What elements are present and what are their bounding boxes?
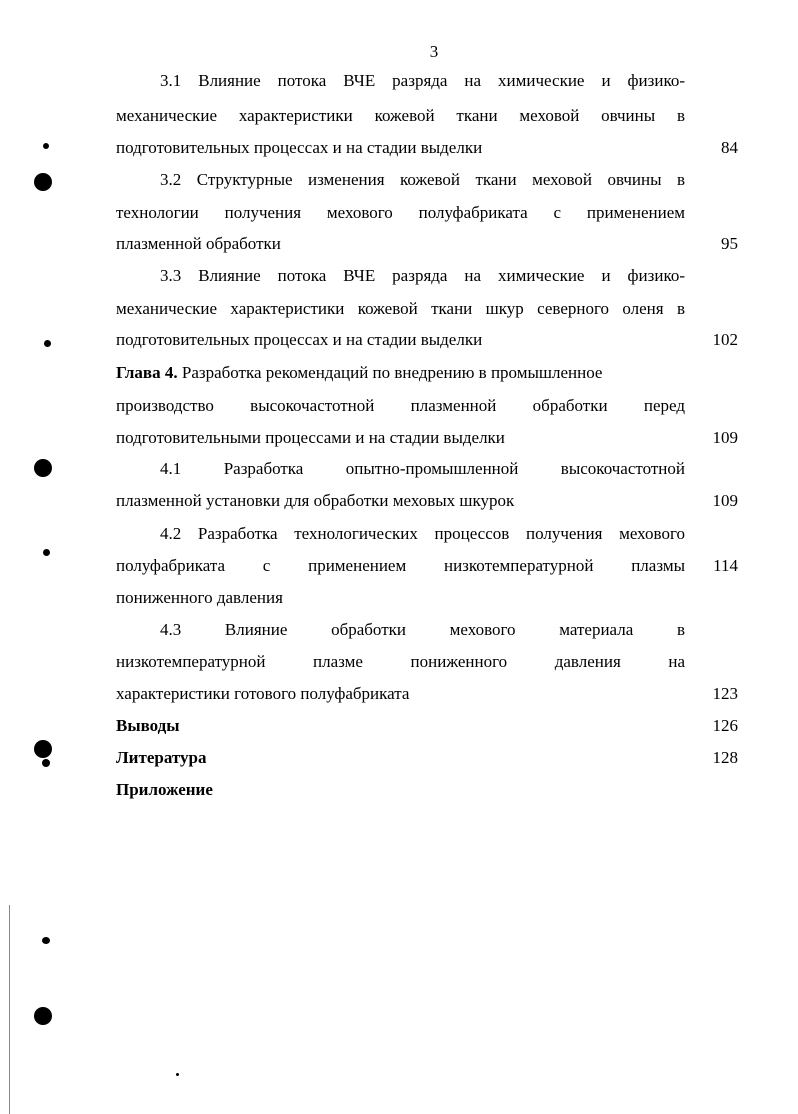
toc-line: 3.2 Структурные изменения кожевой ткани меховой овчины в <box>160 170 685 189</box>
punch-hole <box>34 1007 52 1025</box>
toc-line: полуфабриката с применением низкотемпературной плазмы <box>116 556 685 575</box>
toc-page-number: 109 <box>712 428 738 447</box>
toc-page-number: 126 <box>712 716 738 735</box>
punch-hole <box>34 740 52 758</box>
toc-line: технологии получения мехового полуфабриката с применением <box>116 203 685 222</box>
toc-line: пониженного давления <box>116 588 283 607</box>
scan-speck <box>176 1073 179 1076</box>
scan-speck <box>43 143 49 149</box>
scan-speck <box>43 549 50 556</box>
toc-line: плазменной обработки <box>116 234 281 253</box>
toc-line: подготовительных процессах и на стадии выделки <box>116 138 483 157</box>
toc-conclusions: Выводы <box>116 716 180 735</box>
toc-page-number: 102 <box>712 330 738 349</box>
punch-hole <box>34 459 52 477</box>
toc-line: механические характеристики кожевой ткани меховой овчины в <box>116 106 685 125</box>
scan-speck <box>44 340 51 347</box>
toc-page-number: 84 <box>721 138 738 157</box>
chapter-heading: Глава 4. <box>116 363 178 382</box>
toc-page-number: 109 <box>712 491 738 510</box>
toc-line: производство высокочастотной плазменной обработки перед <box>116 396 685 415</box>
scan-speck <box>42 759 50 767</box>
toc-line: 4.1 Разработка опытно-промышленной высокочастотной <box>160 459 685 478</box>
scan-speck <box>42 937 50 944</box>
toc-literature: Литература <box>116 748 207 767</box>
toc-page-number: 114 <box>713 556 738 575</box>
toc-line: подготовительных процессах и на стадии выделки <box>116 330 483 349</box>
toc-page-number: 128 <box>712 748 738 767</box>
punch-hole <box>34 173 52 191</box>
scan-edge-line <box>9 905 10 1114</box>
toc-line <box>116 361 685 385</box>
toc-line: механические характеристики кожевой ткани шкур северного оленя в <box>116 299 685 318</box>
chapter-title: Разработка рекомендаций по внедрению в промышленное <box>177 363 603 382</box>
toc-line: характеристики готового полуфабриката <box>116 684 410 703</box>
toc-line: плазменной установки для обработки меховых шкурок <box>116 491 515 510</box>
toc-line: подготовительными процессами и на стадии выделки <box>116 428 505 447</box>
page-number: 3 <box>429 42 439 61</box>
toc-line: 3.1 Влияние потока ВЧЕ разряда на химические и физико- <box>160 71 685 90</box>
toc-line: 4.2 Разработка технологических процессов получения мехового <box>160 524 685 543</box>
toc-page-number: 123 <box>712 684 738 703</box>
toc-appendix: Приложение <box>116 780 213 799</box>
toc-line: 3.3 Влияние потока ВЧЕ разряда на химические и физико- <box>160 266 685 285</box>
toc-line: низкотемпературной плазме пониженного давления на <box>116 652 685 671</box>
toc-page-number: 95 <box>721 234 738 253</box>
toc-line: 4.3 Влияние обработки мехового материала в <box>160 620 685 639</box>
